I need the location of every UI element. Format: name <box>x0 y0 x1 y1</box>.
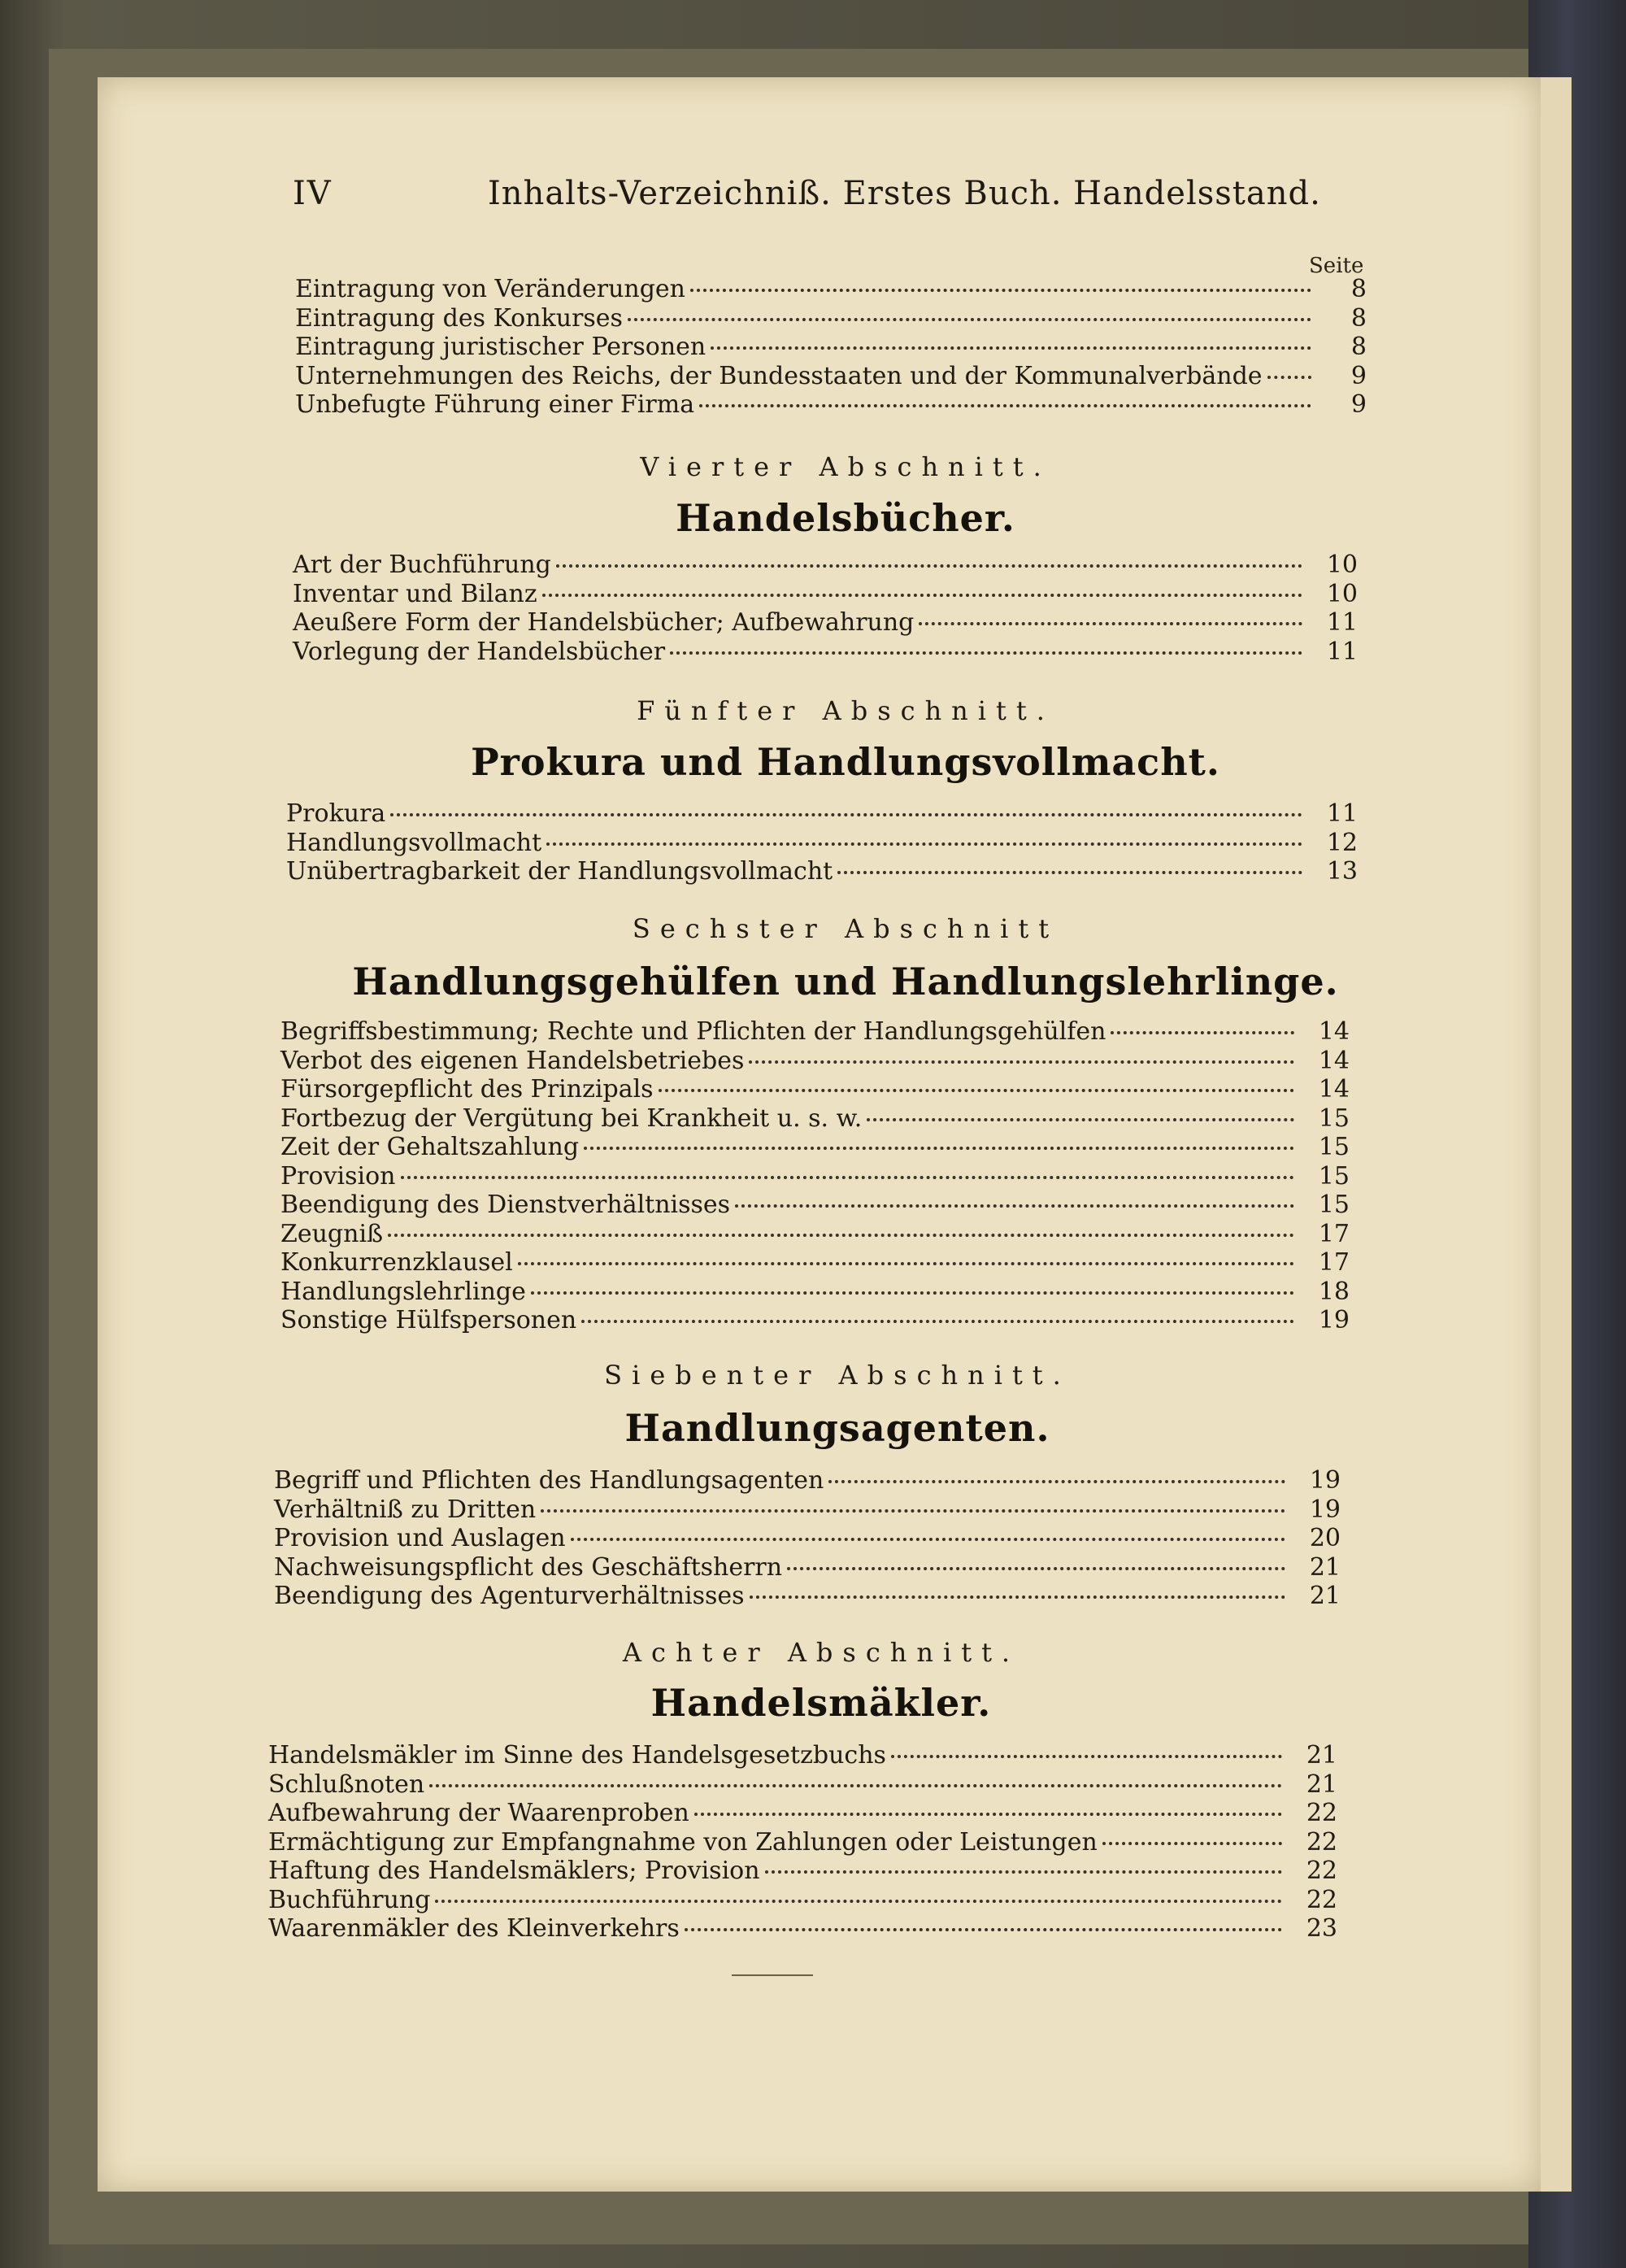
entry-title: Art der Buchführung <box>293 551 551 579</box>
entry-page-number: 22 <box>1306 1857 1337 1885</box>
toc-entry <box>295 362 1367 391</box>
dot-leader <box>711 346 1311 350</box>
toc-entry <box>274 1495 1341 1525</box>
entry-title: Inventar und Bilanz <box>293 579 537 608</box>
dot-leader <box>584 1147 1294 1150</box>
section-vierter <box>244 451 1447 549</box>
toc-entry <box>280 1306 1350 1335</box>
dot-leader <box>628 318 1311 321</box>
entry-title: Beendigung des Agenturverhältnisses <box>274 1582 745 1610</box>
entry-page-number: 17 <box>1318 1248 1350 1277</box>
toc-entries-siebenter <box>274 1466 1341 1611</box>
toc-entry <box>295 390 1367 420</box>
toc-entry <box>286 799 1358 829</box>
entry-page-number: 13 <box>1326 857 1358 886</box>
toc-entries-vierter <box>293 551 1358 666</box>
toc-entry <box>280 1047 1350 1076</box>
entry-title: Schlußnoten <box>268 1770 425 1799</box>
entry-page-number: 22 <box>1306 1799 1337 1827</box>
entry-page-number: 18 <box>1318 1277 1350 1306</box>
entry-page-number: 23 <box>1306 1914 1337 1943</box>
entry-page-number: 15 <box>1318 1104 1350 1133</box>
entry-page-number: 17 <box>1318 1219 1350 1248</box>
running-head: Inhalts-Verzeichniß. Erstes Buch. Handelsstand. <box>488 175 1321 212</box>
entry-title: Unbefugte Führung einer Firma <box>295 390 695 419</box>
entry-page-number: 9 <box>1350 361 1367 390</box>
toc-entries-sechster <box>280 1017 1350 1335</box>
dot-leader <box>690 289 1311 292</box>
entry-title: Zeugniß <box>280 1219 384 1248</box>
dot-leader <box>670 651 1302 655</box>
section-title: Prokura und Handlungsvollmacht. <box>471 740 1220 784</box>
entry-title: Konkurrenzklausel <box>280 1248 513 1277</box>
toc-entry <box>268 1914 1337 1944</box>
dot-leader <box>867 1118 1294 1121</box>
section-number: Achter Abschnitt. <box>622 1637 1020 1668</box>
entry-title: Fortbezug der Vergütung bei Krankheit u. s. w. <box>280 1104 863 1133</box>
entry-page-number: 8 <box>1350 275 1367 303</box>
seite-label: Seite <box>1309 254 1364 278</box>
entry-title: Sonstige Hülfspersonen <box>280 1306 577 1334</box>
section-title: Handlungsgehülfen und Handlungslehrlinge. <box>352 960 1339 1003</box>
entry-title: Begriffsbestimmung; Rechte und Pflichten der Handlungsgehülfen <box>280 1017 1106 1046</box>
toc-entry <box>293 551 1358 580</box>
entry-page-number: 21 <box>1306 1741 1337 1770</box>
entry-page-number: 9 <box>1350 390 1367 419</box>
entry-page-number: 15 <box>1318 1191 1350 1219</box>
toc-entry <box>268 1886 1337 1915</box>
dot-leader <box>1111 1031 1294 1034</box>
dot-leader <box>429 1784 1282 1787</box>
entry-title: Verbot des eigenen Handelsbetriebes <box>280 1046 745 1075</box>
toc-entries-achter <box>268 1741 1337 1944</box>
dot-leader <box>556 564 1302 568</box>
toc-entries-intro <box>295 275 1367 420</box>
toc-entry <box>293 608 1358 638</box>
section-title: Handelsbücher. <box>676 496 1015 540</box>
entry-page-number: 22 <box>1306 1885 1337 1914</box>
section-sechster <box>244 913 1447 1011</box>
entry-page-number: 15 <box>1318 1133 1350 1161</box>
dot-leader <box>542 594 1302 597</box>
toc-entry <box>274 1466 1341 1495</box>
entry-title: Zeit der Gehaltszahlung <box>280 1133 580 1161</box>
entry-title: Buchführung <box>268 1885 431 1914</box>
entry-page-number: 22 <box>1306 1827 1337 1857</box>
entry-page-number: 8 <box>1350 303 1367 333</box>
dot-leader <box>787 1567 1285 1570</box>
entry-title: Verhältniß zu Dritten <box>274 1495 537 1524</box>
entry-page-number: 15 <box>1318 1161 1350 1191</box>
entry-page-number: 10 <box>1326 551 1358 579</box>
dot-leader <box>581 1320 1294 1323</box>
entry-page-number: 14 <box>1318 1075 1350 1104</box>
dot-leader <box>659 1089 1294 1092</box>
toc-entry <box>268 1741 1337 1770</box>
dot-leader <box>518 1262 1294 1265</box>
toc-entries-fuenfter <box>286 799 1358 886</box>
dot-leader <box>828 1480 1285 1483</box>
toc-entry <box>274 1524 1341 1553</box>
dot-leader <box>765 1870 1282 1874</box>
entry-title: Provision und Auslagen <box>274 1524 566 1552</box>
toc-entry <box>280 1248 1350 1278</box>
dot-leader <box>694 1813 1282 1816</box>
page-header <box>293 175 1431 224</box>
toc-entry <box>280 1075 1350 1104</box>
dot-leader <box>749 1060 1294 1064</box>
entry-page-number: 14 <box>1318 1046 1350 1075</box>
entry-page-number: 19 <box>1318 1306 1350 1334</box>
toc-entry <box>286 829 1358 858</box>
entry-title: Unübertragbarkeit der Handlungsvollmacht <box>286 857 833 886</box>
entry-title: Beendigung des Dienstverhältnisses <box>280 1191 731 1219</box>
entry-page-number: 21 <box>1309 1582 1341 1610</box>
entry-page-number: 12 <box>1326 828 1358 857</box>
section-number: Sechster Abschnitt <box>632 913 1059 944</box>
entry-title: Ermächtigung zur Empfangnahme von Zahlungen oder Leistungen <box>268 1827 1098 1857</box>
toc-entry <box>280 1191 1350 1220</box>
dot-leader <box>1102 1842 1282 1845</box>
toc-entry <box>268 1799 1337 1828</box>
toc-entry <box>280 1104 1350 1134</box>
toc-entry <box>293 580 1358 609</box>
toc-entry <box>280 1017 1350 1047</box>
section-title: Handlungsagenten. <box>624 1406 1050 1450</box>
entry-title: Provision <box>280 1161 396 1191</box>
entry-page-number: 10 <box>1326 579 1358 608</box>
dot-leader <box>546 842 1302 846</box>
entry-title: Handlungsvollmacht <box>286 828 542 857</box>
entry-title: Prokura <box>286 799 386 828</box>
dot-leader <box>541 1509 1285 1513</box>
section-title: Handelsmäkler. <box>650 1681 992 1725</box>
entry-title: Waarenmäkler des Kleinverkehrs <box>268 1914 680 1943</box>
entry-title: Nachweisungspflicht des Geschäftsherrn <box>274 1552 783 1582</box>
entry-title: Vorlegung der Handelsbücher <box>293 637 666 666</box>
entry-title: Haftung des Handelsmäklers; Provision <box>268 1857 760 1885</box>
toc-entry <box>280 1220 1350 1249</box>
dot-leader <box>531 1291 1294 1295</box>
dot-leader <box>735 1204 1294 1208</box>
toc-entry <box>280 1133 1350 1162</box>
entry-title: Unternehmungen des Reichs, der Bundesstaaten und der Kommunalverbände <box>295 361 1263 390</box>
dot-leader <box>571 1538 1285 1541</box>
dot-leader <box>1267 376 1311 379</box>
toc-entry <box>280 1162 1350 1191</box>
section-number: Siebenter Abschnitt. <box>604 1360 1071 1391</box>
toc-entry <box>293 638 1358 667</box>
entry-page-number: 19 <box>1309 1495 1341 1524</box>
section-number: Vierter Abschnitt. <box>640 451 1051 482</box>
toc-entry <box>295 333 1367 362</box>
toc-entry <box>295 304 1367 333</box>
section-achter <box>220 1637 1423 1735</box>
entry-page-number: 8 <box>1350 333 1367 361</box>
toc-entry <box>268 1770 1337 1800</box>
toc-entry <box>280 1278 1350 1307</box>
dot-leader <box>390 813 1302 816</box>
entry-page-number: 11 <box>1326 799 1358 828</box>
toc-entry <box>286 857 1358 886</box>
dot-leader <box>401 1176 1294 1179</box>
toc-entry <box>268 1857 1337 1886</box>
toc-entry <box>274 1553 1341 1582</box>
entry-title: Begriff und Pflichten des Handlungsagenten <box>274 1466 824 1495</box>
entry-title: Eintragung des Konkurses <box>295 303 623 333</box>
dot-leader <box>891 1755 1282 1758</box>
entry-page-number: 19 <box>1309 1466 1341 1495</box>
entry-title: Handlungslehrlinge <box>280 1277 526 1306</box>
closing-rule <box>732 1974 813 1976</box>
toc-entry <box>268 1828 1337 1857</box>
section-siebenter <box>236 1360 1439 1457</box>
toc-entry <box>274 1582 1341 1611</box>
toc-entry <box>295 275 1367 304</box>
dot-leader <box>919 622 1302 625</box>
entry-title: Aufbewahrung der Waarenproben <box>268 1799 689 1827</box>
entry-page-number: 21 <box>1309 1552 1341 1582</box>
dot-leader <box>685 1928 1282 1931</box>
entry-title: Handelsmäkler im Sinne des Handelsgesetzbuchs <box>268 1741 886 1770</box>
entry-title: Fürsorgepflicht des Prinzipals <box>280 1075 654 1104</box>
section-fuenfter <box>244 695 1447 793</box>
entry-page-number: 21 <box>1306 1770 1337 1799</box>
section-number: Fünfter Abschnitt. <box>637 695 1054 726</box>
page-number: IV <box>293 175 333 212</box>
dot-leader <box>699 404 1311 407</box>
entry-page-number: 11 <box>1326 608 1358 637</box>
entry-title: Aeußere Form der Handelsbücher; Aufbewahrung <box>293 608 915 637</box>
entry-title: Eintragung von Veränderungen <box>295 275 685 303</box>
dot-leader <box>435 1900 1282 1903</box>
dot-leader <box>750 1595 1285 1599</box>
entry-page-number: 11 <box>1326 637 1358 666</box>
entry-title: Eintragung juristischer Personen <box>295 333 706 361</box>
dot-leader <box>837 871 1302 874</box>
dot-leader <box>388 1234 1294 1237</box>
entry-page-number: 20 <box>1309 1524 1341 1552</box>
entry-page-number: 14 <box>1318 1017 1350 1046</box>
